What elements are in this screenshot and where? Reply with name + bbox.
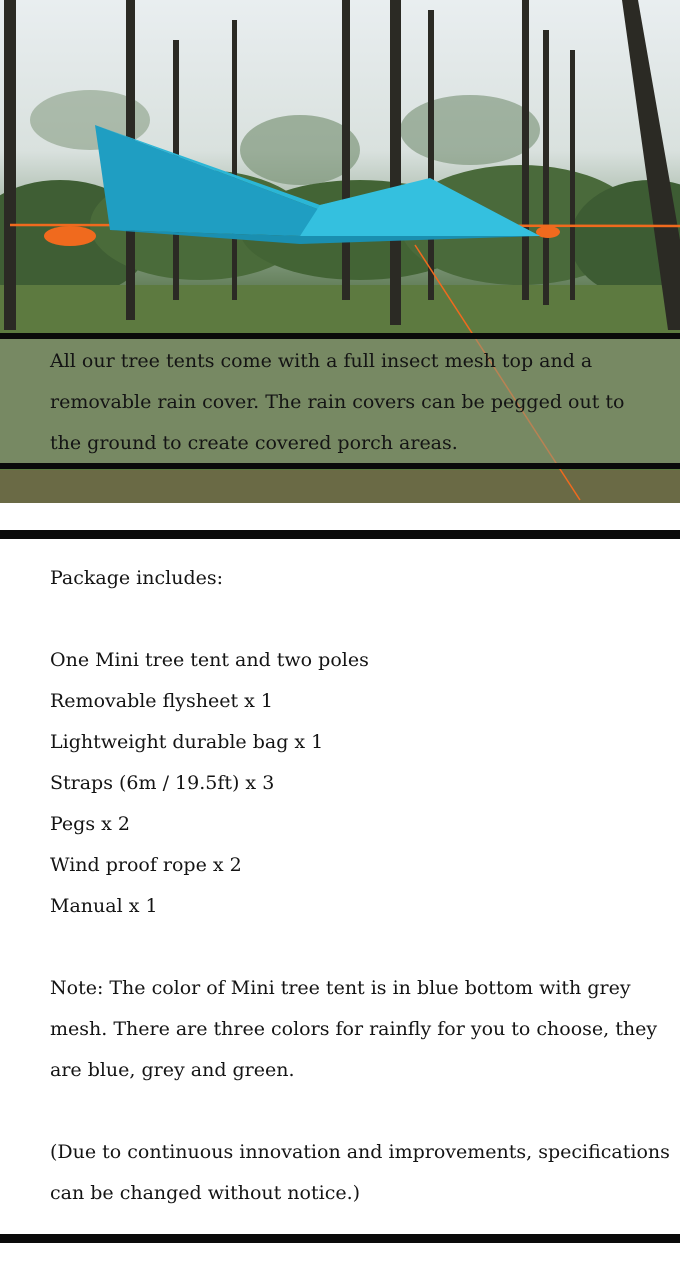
package-note: Note: The color of Mini tree tent is in blue bottom with grey mesh. There are three colors for rainfly for you to choose, they are blue, grey and green. — [50, 977, 658, 1081]
caption-band — [0, 333, 680, 469]
package-item: Removable flysheet x 1 — [50, 690, 273, 712]
section-divider-bottom — [0, 1234, 680, 1243]
hero-photo — [0, 0, 680, 503]
package-heading: Package includes: — [50, 567, 224, 589]
forest-foliage — [0, 90, 680, 300]
section-divider-top — [0, 530, 680, 539]
package-section — [50, 558, 670, 1214]
caption-top-rule — [0, 333, 680, 339]
package-item: One Mini tree tent and two poles — [50, 649, 369, 671]
caption-text: All our tree tents come with a full insect mesh top and a removable rain cover. The rain covers can be pegged out to the ground to create covered porch areas. — [50, 350, 625, 454]
package-item: Manual x 1 — [50, 895, 158, 917]
package-item: Lightweight durable bag x 1 — [50, 731, 324, 753]
package-item: Straps (6m / 19.5ft) x 3 — [50, 772, 275, 794]
package-disclaimer: (Due to continuous innovation and improvements, specifications can be changed without notice.) — [50, 1141, 670, 1204]
package-item: Pegs x 2 — [50, 813, 130, 835]
caption-bottom-rule — [0, 463, 680, 469]
package-item: Wind proof rope x 2 — [50, 854, 242, 876]
